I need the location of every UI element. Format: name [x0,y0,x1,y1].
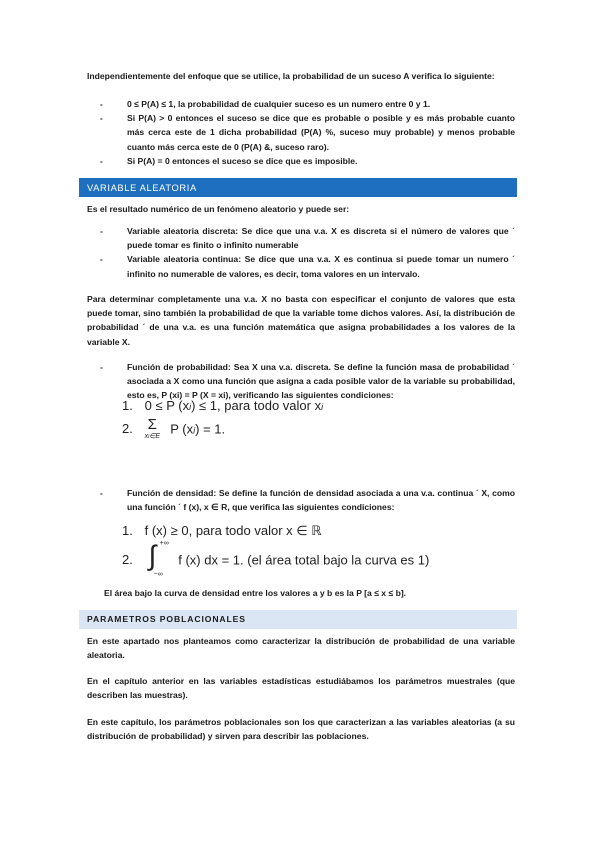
formula-part: ) = 1. [195,421,226,437]
sum-subscript: x [144,433,149,440]
va-definition: Es el resultado numérico de un fenómeno aleatorio y puede ser: [87,204,350,214]
formula-number: 1. [122,398,133,413]
distribution-paragraph: Para determinar completamente una v.a. X no basta con especificar el conjunto de valores que esta puede tomar, sino también la probabilidad de que la variable tome dichos valores. Así, la distribución de probabilidad ´ de una v.a. es una función matemática que asigna probabilidades a los valores de la variable X. [87,294,515,347]
formula-line-2: 2. Σ xi∈E P (xi) = 1. [122,416,226,440]
formula-number: 1. [122,523,133,538]
intro-paragraph: Independientemente del enfoque que se utilice, la probabilidad de un suceso A verifica lo siguiente: [87,71,495,81]
list-item [100,486,515,514]
formula-part: f (x) dx = 1. (el área total bajo la curva es 1) [178,552,430,568]
probability-properties-list [100,97,515,168]
property-text: Si P(A) > 0 entonces el suceso se dice que es probable o posible y es más probable cuanto más cerca este de 1 dicha probabilidad (P(A) %, suceso muy probable) y menos probable cuanto más cerca este de 0 (P(A) &, suceso raro). [127,113,515,152]
prob-function-list [100,360,515,403]
bullet-dash: - [100,254,103,265]
bullet-dash: - [100,488,103,498]
formula-line-1: 1. 0 ≤ P (xi) ≤ 1, para todo valor xi [122,398,324,413]
formula-part: f (x) ≥ 0, para todo valor x ∈ ℝ [144,523,322,538]
va-type-text: Variable aleatoria continua: Se dice que una v.a. X es continua si puede tomar un numero ´ infinito no numerable de valores, es decir, toma valores en un intervalo. [127,254,515,279]
formula-part: ) ≤ 1, para todo valor x [191,398,322,413]
list-item [100,97,515,111]
bullet-dash: - [100,362,103,372]
list-item [100,360,515,403]
pp-paragraph: En el capítulo anterior en las variables estadísticas estudiábamos los parámetros muestrales (que describen las muestras). [87,676,515,701]
bullet-dash: - [100,113,103,124]
section-heading-parametros-poblacionales: PARAMETROS POBLACIONALES [79,610,517,629]
property-text: Si P(A) = 0 entonces el suceso se dice que es imposible. [127,155,358,166]
area-note: El área bajo la curva de densidad entre los valores a y b es la P [a ≤ x ≤ b]. [104,588,407,598]
formula-density-conditions [122,523,429,580]
section-heading-variable-aleatoria: VARIABLE ALEATORIA [79,178,517,197]
formula-probability-conditions [122,398,323,444]
list-item [100,111,515,154]
summation-symbol: Σ xi∈E [144,416,161,440]
va-types-list [100,224,515,281]
list-item [100,252,515,280]
formula-part: P (x [170,421,194,437]
prob-function-text: Función de probabilidad: Sea X una v.a. discreta. Se define la función masa de probabilidad ´ asociada a X como una función que asigna a cada posible valor de la variable su probabilidad, esto es, P (xi) = P (X = xi), verificando las siguientes condiciones: [127,362,515,401]
property-text: 0 ≤ P(A) ≤ 1, la probabilidad de cualquier suceso es un numero entre 0 y 1. [127,99,431,109]
density-function-list [100,486,515,514]
sum-subscript-set: ∈E [149,433,161,440]
list-item [100,224,515,252]
bullet-dash: - [100,99,103,109]
formula-number: 2. [122,552,133,568]
density-function-text: Función de densidad: Se define la función de densidad asociada a una v.a. continua ´ X, como una función ´ f (x), x ∈ R, que verifica las siguientes condiciones: [127,488,515,513]
integral-upper-limit: +∞ [159,540,169,547]
bullet-dash: - [100,155,103,166]
formula-part: 0 ≤ P (x [144,398,190,413]
pp-paragraph: En este apartado nos planteamos como caracterizar la distribución de probabilidad de una variable aleatoria. [87,636,515,661]
integral-symbol: ∫ +∞ −∞ [148,540,169,578]
pp-paragraph: En este capítulo, los parámetros poblacionales son los que caracterizan a las variables aleatorias (a su distribución de probabilidad) y sirven para describir las poblaciones. [87,717,515,742]
bullet-dash: - [100,226,103,236]
integral-lower-limit: −∞ [153,571,163,578]
formula-line-2 [122,540,430,580]
formula-number: 2. [122,421,133,437]
va-type-text: Variable aleatoria discreta: Se dice que una v.a. X es discreta si el número de valores que ´ puede tomar es finito o infinito numerable [127,226,515,251]
list-item [100,154,515,168]
